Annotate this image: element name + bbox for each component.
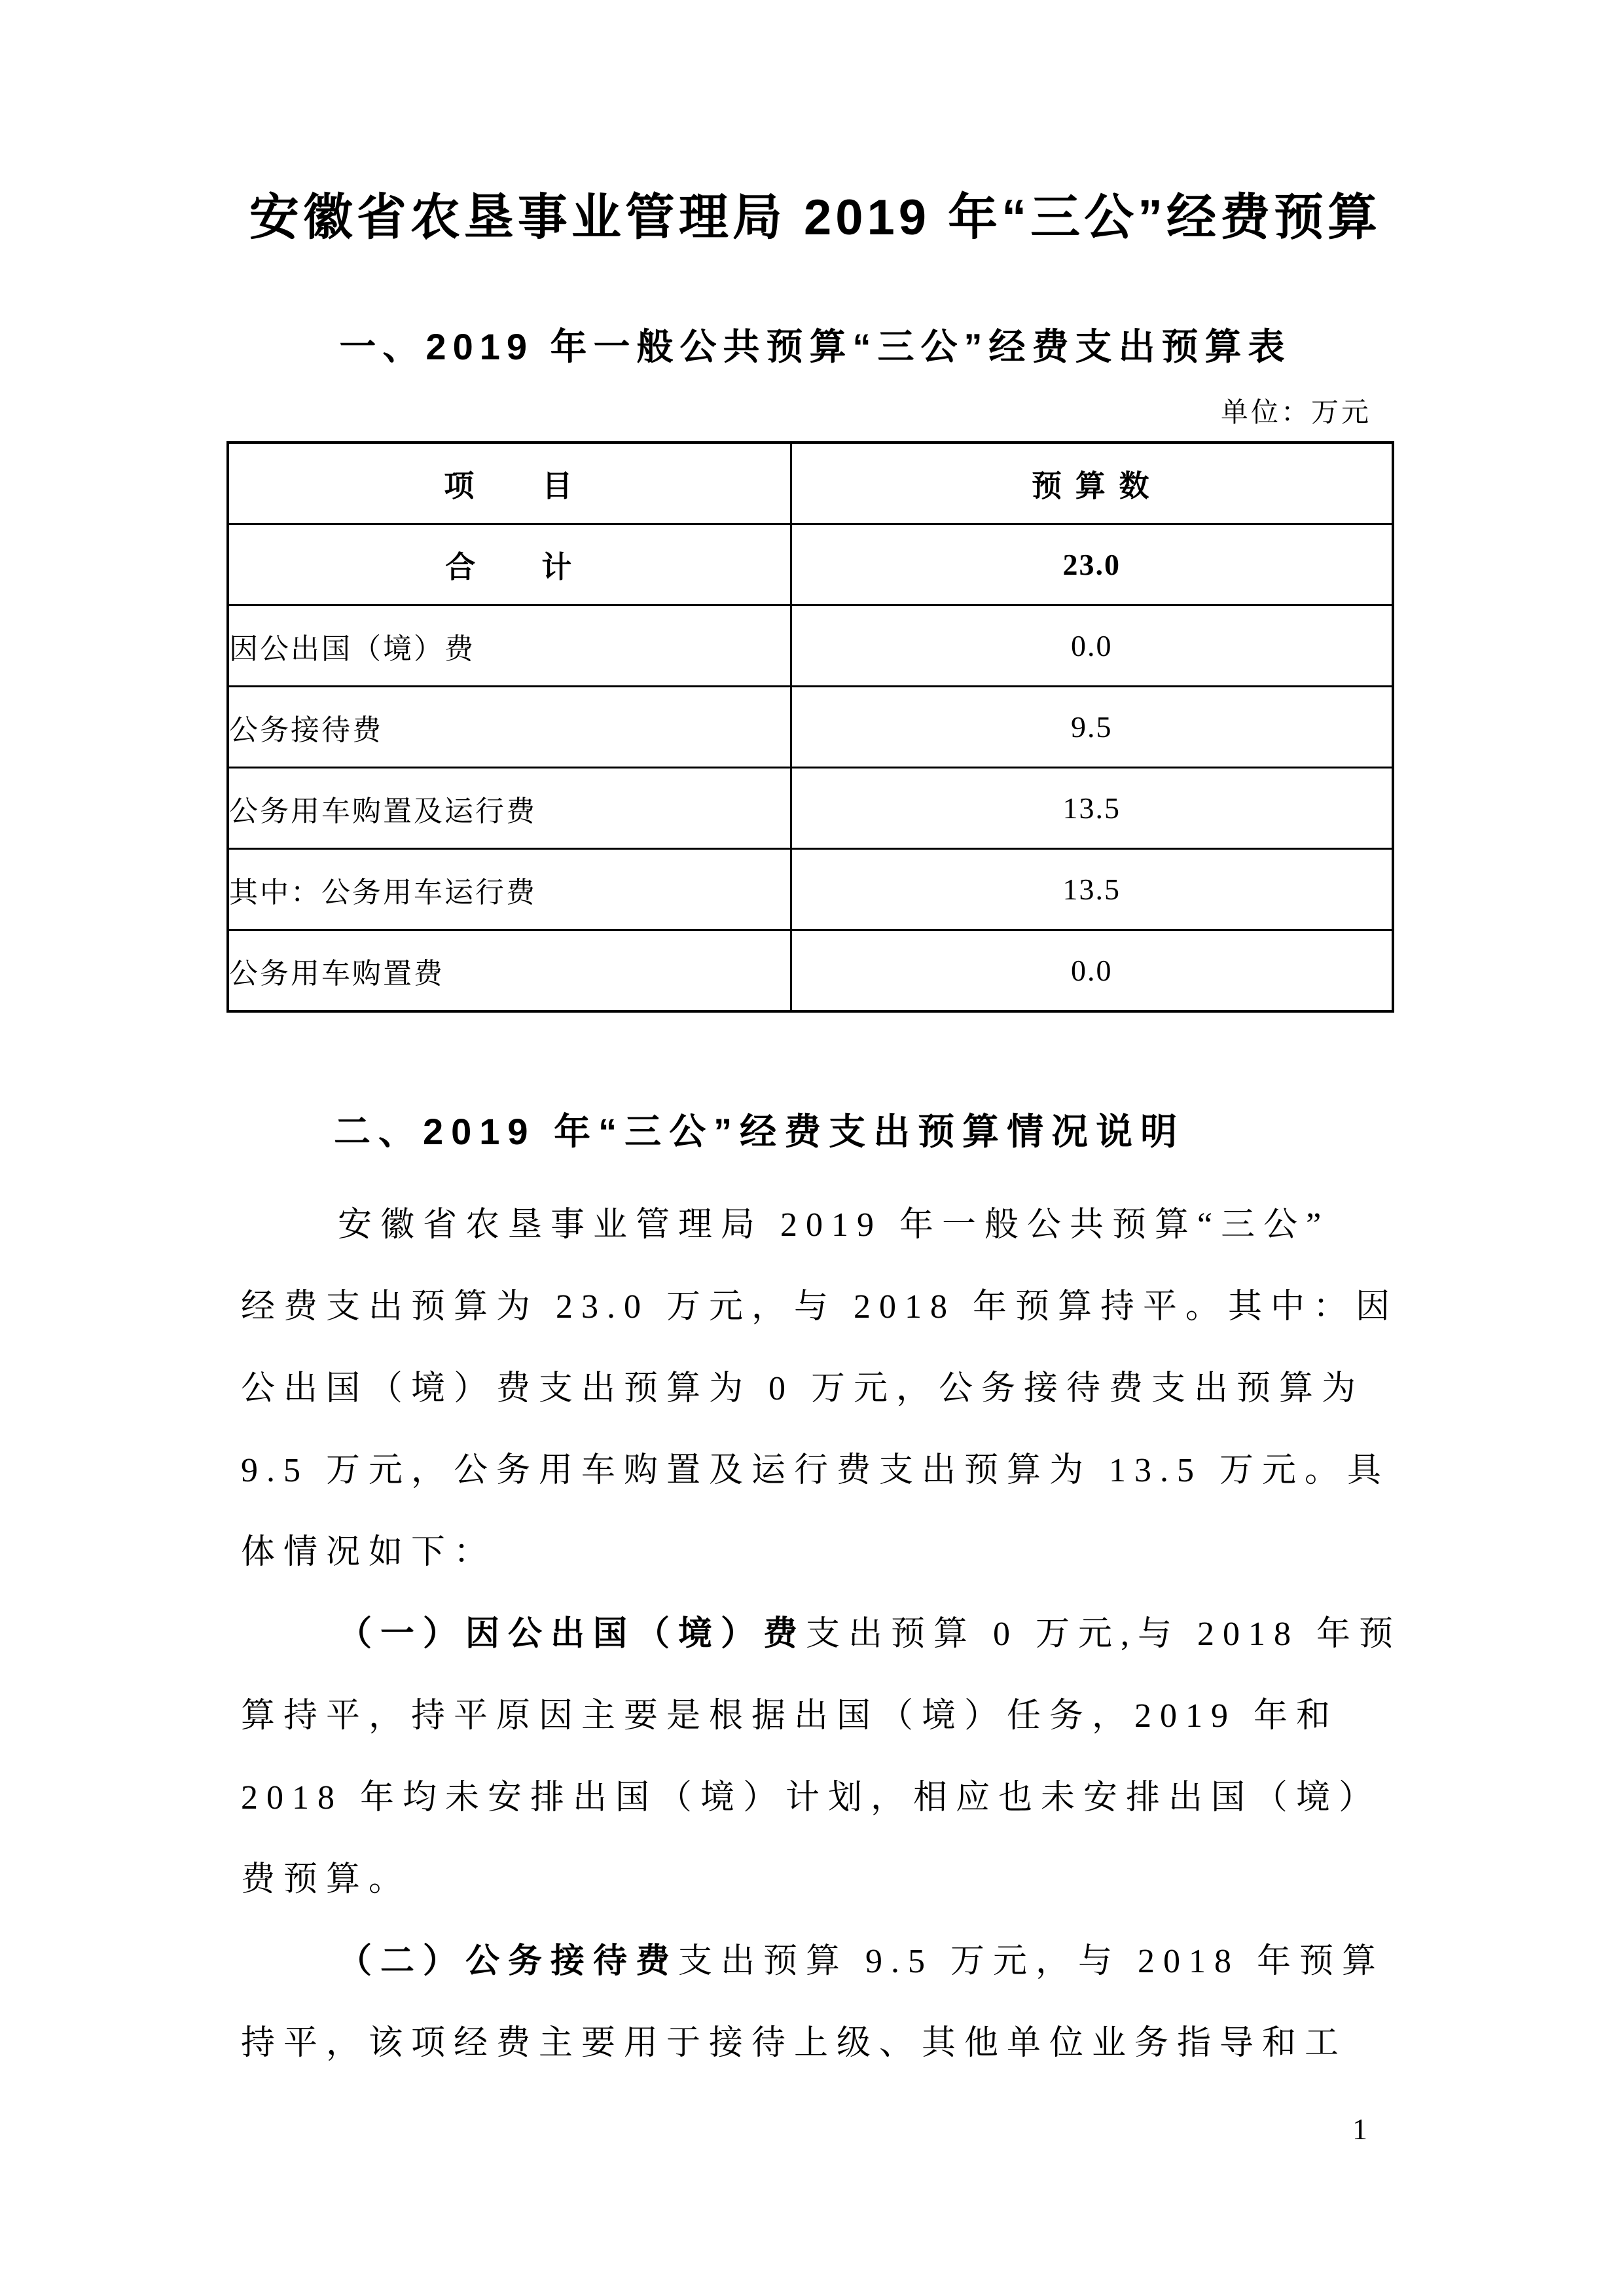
unit-note: 单位：万元 bbox=[1220, 398, 1371, 428]
paragraph-line: 费预算。 bbox=[241, 1861, 412, 1898]
table-row-vehicle-operation bbox=[228, 849, 1393, 930]
row-label-vehicle-operation: 其中：公务用车运行费 bbox=[228, 849, 791, 930]
paragraph-line: 算持平，持平原因主要是根据出国（境）任务，2019 年和 bbox=[241, 1697, 1339, 1735]
paragraph-line: 经费支出预算为 23.0 万元，与 2018 年预算持平。其中：因 bbox=[241, 1288, 1399, 1326]
page-number: 1 bbox=[1352, 2112, 1367, 2146]
paragraph-line: 9.5 万元，公务用车购置及运行费支出预算为 13.5 万元。具 bbox=[241, 1452, 1390, 1489]
paragraph-line: 安徽省农垦事业管理局 2019 年一般公共预算“三公” bbox=[338, 1206, 1330, 1244]
table-row-total bbox=[228, 524, 1393, 605]
row-value-total: 23.0 bbox=[791, 524, 1393, 605]
row-value-reception: 9.5 bbox=[791, 687, 1393, 768]
row-label-reception: 公务接待费 bbox=[228, 687, 791, 768]
section1-heading: 一、2019 年一般公共预算“三公”经费支出预算表 bbox=[339, 326, 1291, 367]
table-row-vehicle-total bbox=[228, 768, 1393, 849]
document-title: 安徽省农垦事业管理局 2019 年“三公”经费预算 bbox=[249, 190, 1382, 245]
paragraph-line bbox=[241, 1921, 1390, 2002]
paragraph-line: 2018 年均未安排出国（境）计划，相应也未安排出国（境） bbox=[241, 1779, 1382, 1816]
budget-table bbox=[226, 441, 1394, 1013]
table-row-vehicle-purchase bbox=[228, 930, 1393, 1012]
paragraph-line bbox=[241, 1593, 1402, 1675]
paragraph-line: 体情况如下： bbox=[241, 1534, 497, 1571]
row-label-abroad: 因公出国（境）费 bbox=[228, 605, 791, 687]
row-value-vehicle-purchase: 0.0 bbox=[791, 930, 1393, 1012]
paragraph-lead-bold: （一）因公出国（境）费 bbox=[338, 1615, 806, 1653]
paragraph-line: 持平，该项经费主要用于接待上级、其他单位业务指导和工 bbox=[241, 2025, 1348, 2062]
row-value-vehicle-operation: 13.5 bbox=[791, 849, 1393, 930]
paragraph-text: 支出预算 0 万元,与 2018 年预 bbox=[806, 1616, 1402, 1653]
column-header-budget: 预 算 数 bbox=[791, 443, 1393, 524]
paragraph-line: 公出国（境）费支出预算为 0 万元，公务接待费支出预算为 bbox=[241, 1370, 1365, 1407]
row-value-abroad: 0.0 bbox=[791, 605, 1393, 687]
body-text bbox=[241, 1184, 1402, 2084]
paragraph-text: 支出预算 9.5 万元，与 2018 年预算 bbox=[678, 1943, 1385, 1980]
row-value-vehicle-total: 13.5 bbox=[791, 768, 1393, 849]
row-label-vehicle-purchase: 公务用车购置费 bbox=[228, 930, 791, 1012]
table-row-reception bbox=[228, 687, 1393, 768]
table-header-row bbox=[228, 443, 1393, 524]
paragraph-lead-bold: （二）公务接待费 bbox=[338, 1942, 679, 1980]
column-header-item: 项 目 bbox=[228, 443, 791, 524]
table-row-abroad bbox=[228, 605, 1393, 687]
row-label-vehicle-total: 公务用车购置及运行费 bbox=[228, 768, 791, 849]
section2-heading: 二、2019 年“三公”经费支出预算情况说明 bbox=[334, 1111, 1185, 1152]
row-label-total: 合 计 bbox=[228, 524, 791, 605]
